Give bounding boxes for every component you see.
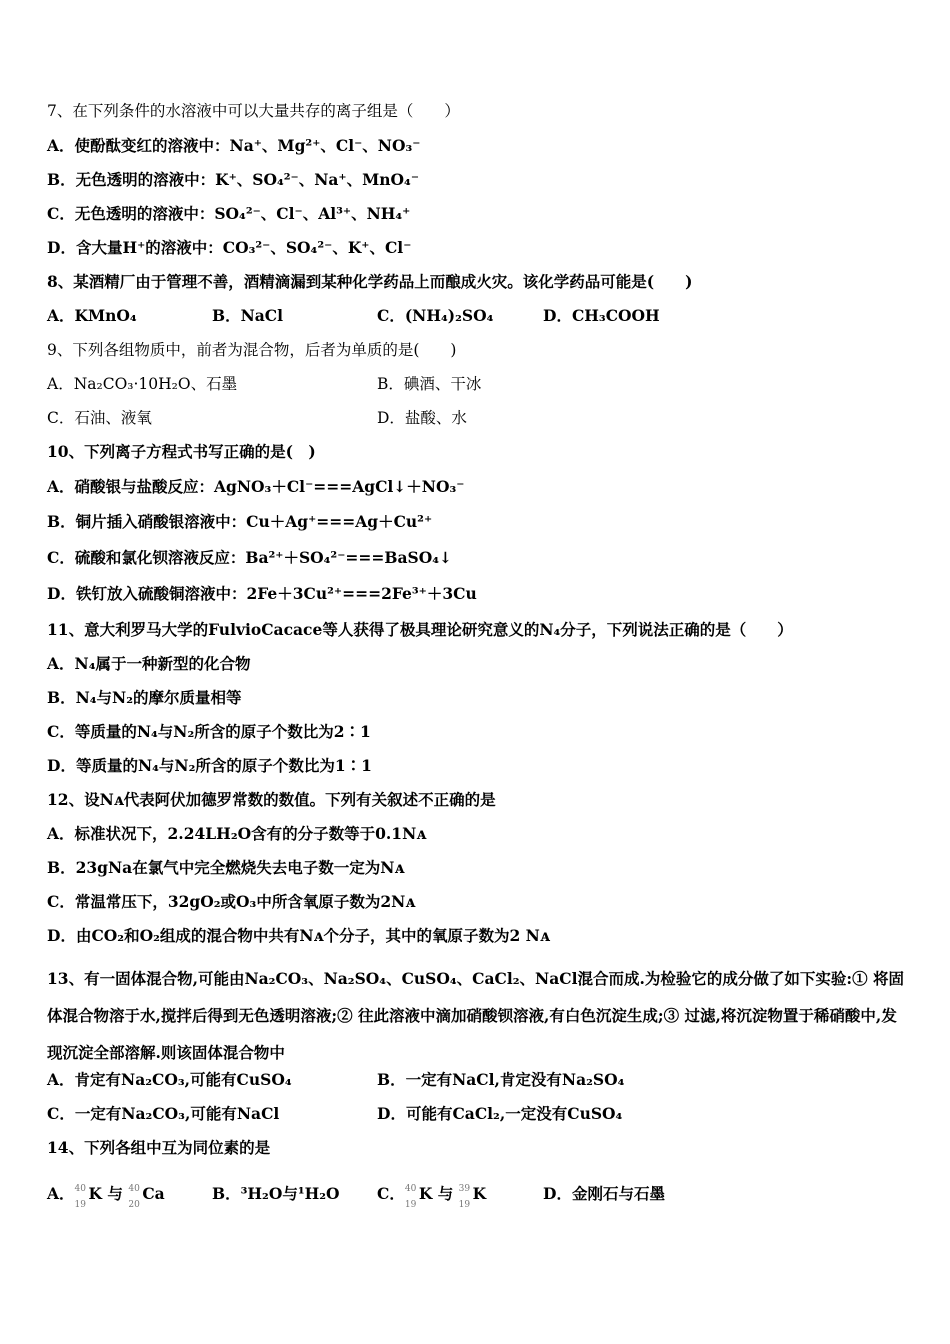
q13-stem: 13、有一固体混合物,可能由Na₂CO₃、Na₂SO₄、CuSO₄、CaCl₂、NaCl混合而成.为检验它的成分做了如下实验:① 将固体混合物溶于水,搅拌后得到无色透明溶液;② 往此溶液中滴加硝酸钡溶液,有白色沉淀生成;③ 过滤,将沉淀物置于稀硝酸中,发现沉淀全部溶解.则该固体混合物中: [47, 969, 905, 1062]
q12-option-a: A．标准状况下，2.24LH₂O含有的分子数等于0.1Nᴀ: [47, 824, 427, 843]
q9-option-d: D．盐酸、水: [377, 409, 467, 427]
q14-option-a-label: A．: [47, 1184, 75, 1203]
q11-option-c: C．等质量的N₄与N₂所含的原子个数比为2∶1: [47, 722, 371, 741]
q11-option-d: D．等质量的N₄与N₂所含的原子个数比为1∶1: [47, 756, 372, 775]
q9-option-c: C．石油、液氧: [47, 409, 152, 427]
q8-option-d: D．CH₃COOH: [543, 306, 660, 325]
q11-option-b: B．N₄与N₂的摩尔质量相等: [47, 688, 242, 707]
q10-option-c: C．硫酸和氯化钡溶液反应：Ba²⁺＋SO₄²⁻===BaSO₄↓: [47, 548, 452, 567]
q14-option-a: [47, 1184, 165, 1210]
q14-option-b: B．³H₂O与¹H₂O: [212, 1184, 340, 1203]
isotope-notation: [128, 1184, 142, 1210]
q13-option-d: D．可能有CaCl₂,一定没有CuSO₄: [377, 1104, 623, 1123]
q9-stem: 9、下列各组物质中，前者为混合物，后者为单质的是( ): [47, 341, 457, 359]
isotope-notation: [74, 1184, 89, 1210]
q10-option-b: B．铜片插入硝酸银溶液中：Cu＋Ag⁺===Ag＋Cu²⁺: [47, 512, 433, 531]
q13-option-a: A．肯定有Na₂CO₃,可能有CuSO₄: [47, 1070, 292, 1089]
atomic-number: 19: [404, 1200, 417, 1210]
q14-option-c-label: C．: [377, 1184, 405, 1203]
q12-option-b: B．23gNa在氯气中完全燃烧失去电子数一定为Nᴀ: [47, 858, 405, 877]
q9-option-b: B．碘酒、干冰: [377, 375, 482, 393]
joiner: 与: [107, 1184, 123, 1203]
joiner: 与: [437, 1184, 454, 1203]
q12-option-d: D．由CO₂和O₂组成的混合物中共有Nᴀ个分子，其中的氧原子数为2 Nᴀ: [47, 926, 550, 945]
q14-option-c: [377, 1184, 487, 1210]
q11-stem: 11、意大利罗马大学的FulvioCacace等人获得了极具理论研究意义的N₄分子，下列说法正确的是（ ）: [47, 620, 793, 639]
q10-stem: 10、下列离子方程式书写正确的是( ): [47, 442, 316, 461]
q8-option-c: C．(NH₄)₂SO₄: [377, 306, 494, 325]
q14-option-d: D．金刚石与石墨: [543, 1184, 665, 1203]
q11-option-a: A．N₄属于一种新型的化合物: [47, 654, 251, 673]
q13-option-c: C．一定有Na₂CO₃,可能有NaCl: [47, 1104, 280, 1123]
q9-option-a: A．Na₂CO₃·10H₂O、石墨: [47, 375, 238, 393]
q13-option-b: B．一定有NaCl,肯定没有Na₂SO₄: [377, 1070, 625, 1089]
q10-option-a: A．硝酸银与盐酸反应：AgNO₃＋Cl⁻===AgCl↓＋NO₃⁻: [47, 477, 465, 496]
atomic-number: 20: [128, 1200, 140, 1210]
mass-number: 39: [458, 1184, 471, 1194]
q8-option-a: A．KMnO₄: [47, 306, 137, 325]
q7-option-d: D．含大量H⁺的溶液中：CO₃²⁻、SO₄²⁻、K⁺、Cl⁻: [47, 238, 412, 257]
element-symbol: K: [88, 1184, 103, 1203]
q7-option-b: B．无色透明的溶液中：K⁺、SO₄²⁻、Na⁺、MnO₄⁻: [47, 170, 420, 189]
isotope-notation: [404, 1184, 419, 1210]
q8-option-b: B．NaCl: [212, 306, 284, 325]
q12-option-c: C．常温常压下，32gO₂或O₃中所含氧原子数为2Nᴀ: [47, 892, 416, 911]
element-symbol: Ca: [142, 1184, 165, 1203]
mass-number: 40: [404, 1184, 417, 1194]
isotope-notation: [458, 1184, 473, 1210]
atomic-number: 19: [458, 1200, 471, 1210]
q10-option-d: D．铁钉放入硫酸铜溶液中：2Fe＋3Cu²⁺===2Fe³⁺＋3Cu: [47, 584, 477, 603]
mass-number: 40: [74, 1184, 86, 1194]
q12-stem: 12、设Nᴀ代表阿伏加德罗常数的数值。下列有关叙述不正确的是: [47, 790, 496, 809]
q7-stem: 7、在下列条件的水溶液中可以大量共存的离子组是（ ）: [47, 102, 460, 120]
q7-option-a: A．使酚酞变红的溶液中：Na⁺、Mg²⁺、Cl⁻、NO₃⁻: [47, 136, 421, 155]
q14-stem: 14、下列各组中互为同位素的是: [47, 1138, 271, 1157]
element-symbol: K: [418, 1184, 433, 1203]
q7-option-c: C．无色透明的溶液中：SO₄²⁻、Cl⁻、Al³⁺、NH₄⁺: [47, 204, 411, 223]
q8-stem: 8、某酒精厂由于管理不善，酒精滴漏到某种化学药品上而酿成火灾。该化学药品可能是( ): [47, 272, 693, 291]
atomic-number: 19: [74, 1200, 86, 1210]
mass-number: 40: [128, 1184, 140, 1194]
element-symbol: K: [472, 1184, 487, 1203]
